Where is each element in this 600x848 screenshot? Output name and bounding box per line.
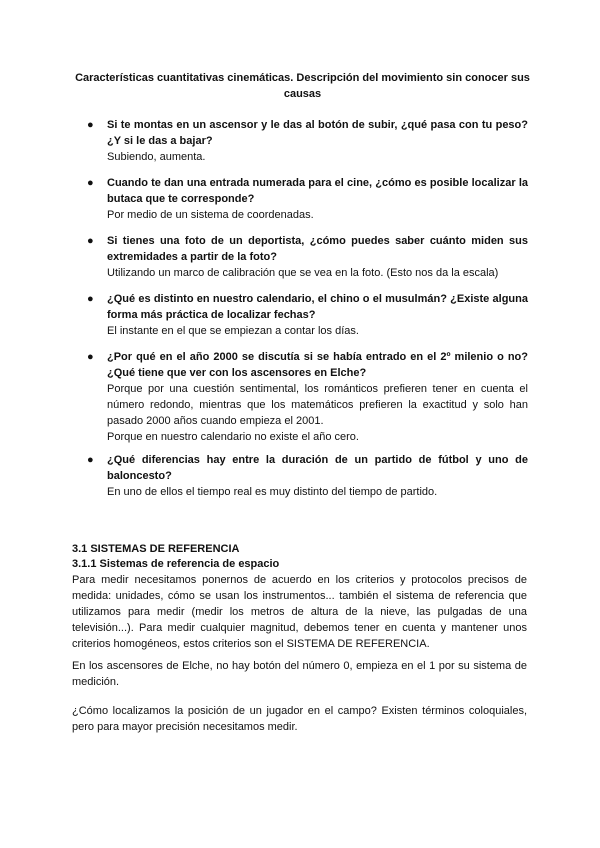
document-title: Características cuantitativas cinemáticas. Descripción del movimiento sin conocer sus causas — [75, 72, 530, 100]
answer-text: Utilizando un marco de calibración que se vea en la foto. (Esto nos da la escala) — [107, 267, 499, 279]
bullet-icon: ● — [87, 454, 94, 466]
answer-text: En uno de ellos el tiempo real es muy distinto del tiempo de partido. — [107, 486, 438, 498]
question-text: ¿Por qué en el año 2000 se discutía si se había entrado en el 2º milenio o no? ¿Qué tiene que ver con los ascensores en Elche? — [107, 351, 528, 379]
answer-text: Por medio de un sistema de coordenadas. — [107, 209, 314, 221]
question-text: Si te montas en un ascensor y le das al botón de subir, ¿qué pasa con tu peso? ¿Y si le das a bajar? — [107, 119, 528, 147]
bullet-icon: ● — [87, 177, 94, 189]
question-text: Cuando te dan una entrada numerada para el cine, ¿cómo es posible localizar la butaca que te corresponde? — [107, 177, 528, 205]
answer-text: Porque por una cuestión sentimental, los románticos prefieren tener en cuenta el número redondo, mientras que los matemáticos prefieren la exactitud y solo han pasado 2000 años cuando empieza el 2001. — [107, 383, 528, 427]
bullet-icon: ● — [87, 351, 94, 363]
question-item — [87, 117, 528, 165]
question-text: ¿Qué diferencias hay entre la duración de un partido de fútbol y uno de baloncesto? — [107, 454, 528, 482]
question-text: Si tienes una foto de un deportista, ¿cómo puedes saber cuánto miden sus extremidades a partir de la foto? — [107, 235, 528, 263]
question-text: ¿Qué es distinto en nuestro calendario, el chino o el musulmán? ¿Existe alguna forma más práctica de localizar fechas? — [107, 293, 528, 321]
bullet-icon: ● — [87, 293, 94, 305]
bullet-icon: ● — [87, 119, 94, 131]
paragraph: Para medir necesitamos ponernos de acuerdo en los criterios y protocolos precisos de medida: unidades, cómo se usan los instrumentos... también el sistema de referencia que utilizamos para medir (medir los metros de altura de la nieve, las pulgadas de una televisión...). Para medir cualquier magnitud, debemos tener en cuenta y mantener unos criterios homogéneos, estos criterios son el SISTEMA DE REFERENCIA. — [72, 574, 527, 650]
question-item — [87, 349, 528, 445]
question-item — [87, 452, 528, 500]
subsection-heading: 3.1.1 Sistemas de referencia de espacio — [72, 558, 280, 570]
question-item — [87, 175, 528, 223]
answer-text: El instante en el que se empiezan a contar los días. — [107, 325, 359, 337]
bullet-icon: ● — [87, 235, 94, 247]
question-item — [87, 233, 528, 281]
answer-text: Subiendo, aumenta. — [107, 151, 206, 163]
answer-text-secondary: Porque en nuestro calendario no existe el año cero. — [107, 431, 359, 443]
paragraph: ¿Cómo localizamos la posición de un jugador en el campo? Existen términos coloquiales, pero para mayor precisión necesitamos medir. — [72, 705, 527, 733]
section-heading: 3.1 SISTEMAS DE REFERENCIA — [72, 543, 240, 555]
paragraph: En los ascensores de Elche, no hay botón del número 0, empieza en el 1 por su sistema de medición. — [72, 660, 527, 688]
question-item — [87, 291, 528, 339]
